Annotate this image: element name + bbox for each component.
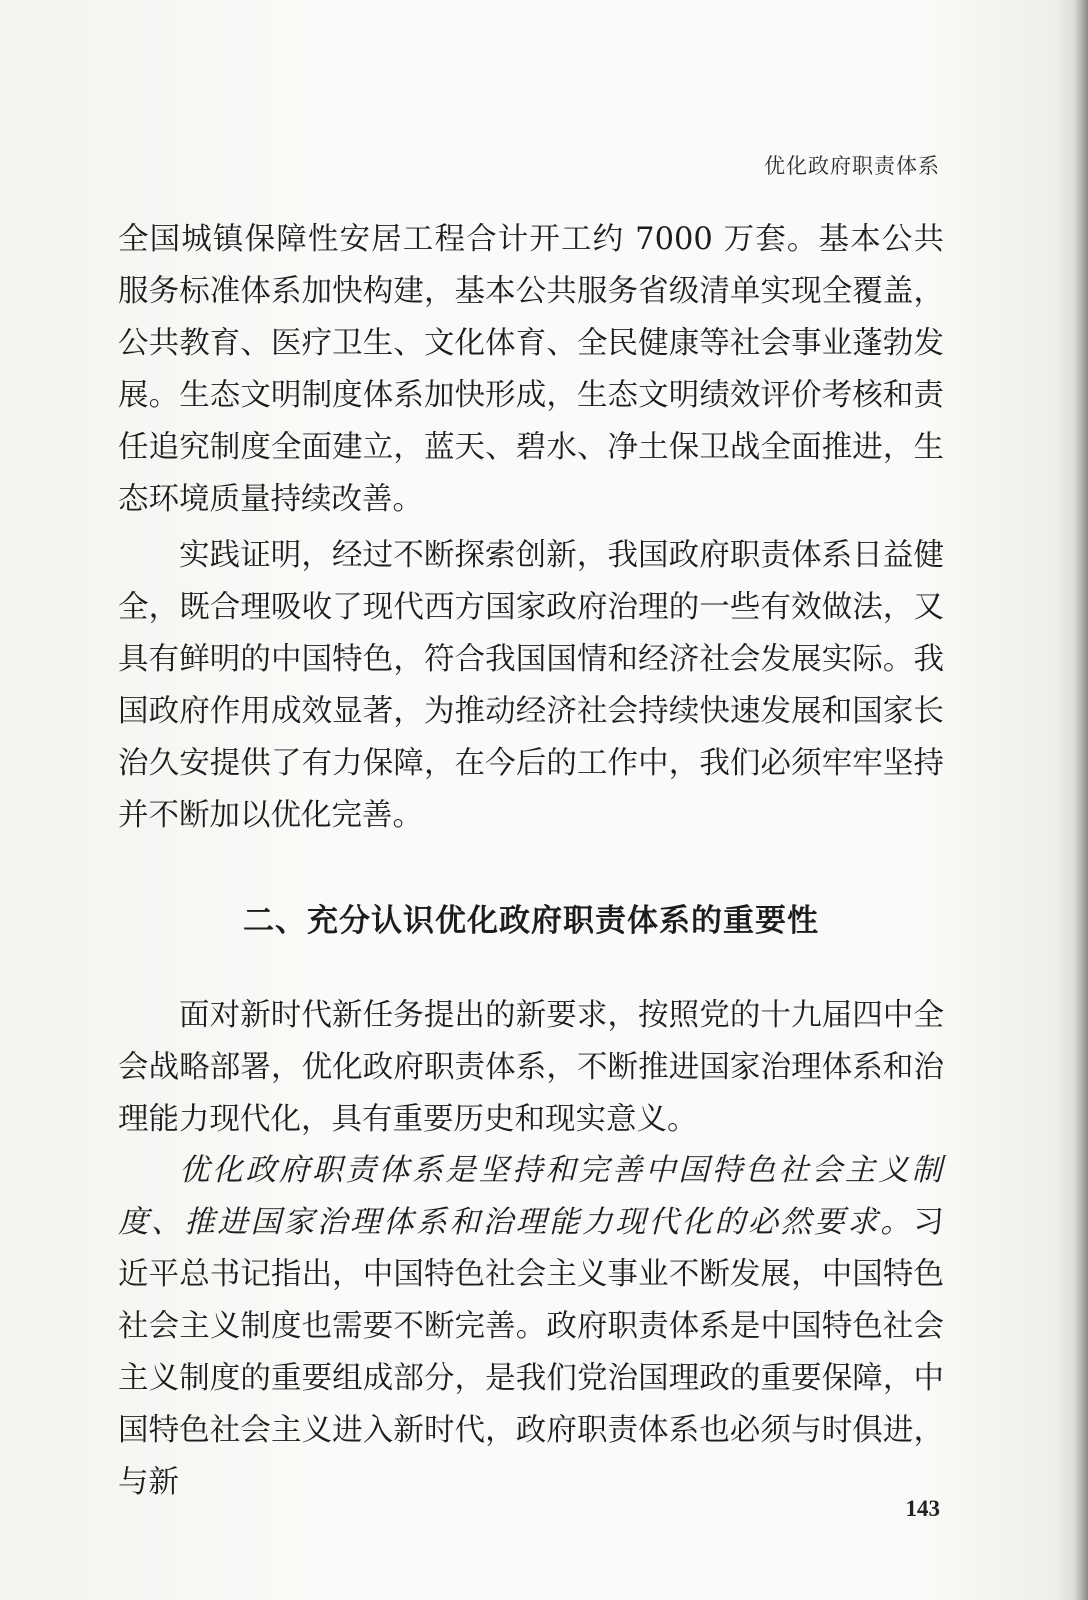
paragraph-4-lead: 优化政府职责体系是坚持和完善中国特色社会主义制度、推进国家治理体系和治理能力现代化的必然要求。 xyxy=(118,1153,944,1240)
paragraph-2: 实践证明，经过不断探索创新，我国政府职责体系日益健全，既合理吸收了现代西方国家政府治理的一些有效做法，又具有鲜明的中国特色，符合我国国情和经济社会发展实际。我国政府作用成效显著，为推动经济社会持续快速发展和国家长治久安提供了有力保障，在今后的工作中，我们必须牢牢坚持并不断加以优化完善。 xyxy=(118,538,944,833)
page-number: 143 xyxy=(905,1496,940,1521)
page-edge-shadow xyxy=(1074,0,1088,1600)
running-header: 优化政府职责体系 xyxy=(764,154,940,178)
paragraph-1: 全国城镇保障性安居工程合计开工约 7000 万套。基本公共服务标准体系加快构建，基本公共服务省级清单实现全覆盖，公共教育、医疗卫生、文化体育、全民健康等社会事业蓬勃发展。生态文明制度体系加快形成，生态文明绩效评价考核和责任追究制度全面建立，蓝天、碧水、净土保卫战全面推进，生态环境质量持续改善。 xyxy=(118,222,944,517)
paragraph-4-rest: 习近平总书记指出，中国特色社会主义事业不断发展，中国特色社会主义制度也需要不断完善。政府职责体系是中国特色社会主义制度的重要组成部分，是我们党治国理政的重要保障，中国特色社会主义进入新时代，政府职责体系也必须与时俱进，与新 xyxy=(118,1205,944,1500)
paragraph-3: 面对新时代新任务提出的新要求，按照党的十九届四中全会战略部署，优化政府职责体系，不断推进国家治理体系和治理能力现代化，具有重要历史和现实意义。 xyxy=(118,998,944,1137)
paragraph-4 xyxy=(118,1145,944,1509)
section-heading: 二、充分认识优化政府职责体系的重要性 xyxy=(243,903,819,939)
